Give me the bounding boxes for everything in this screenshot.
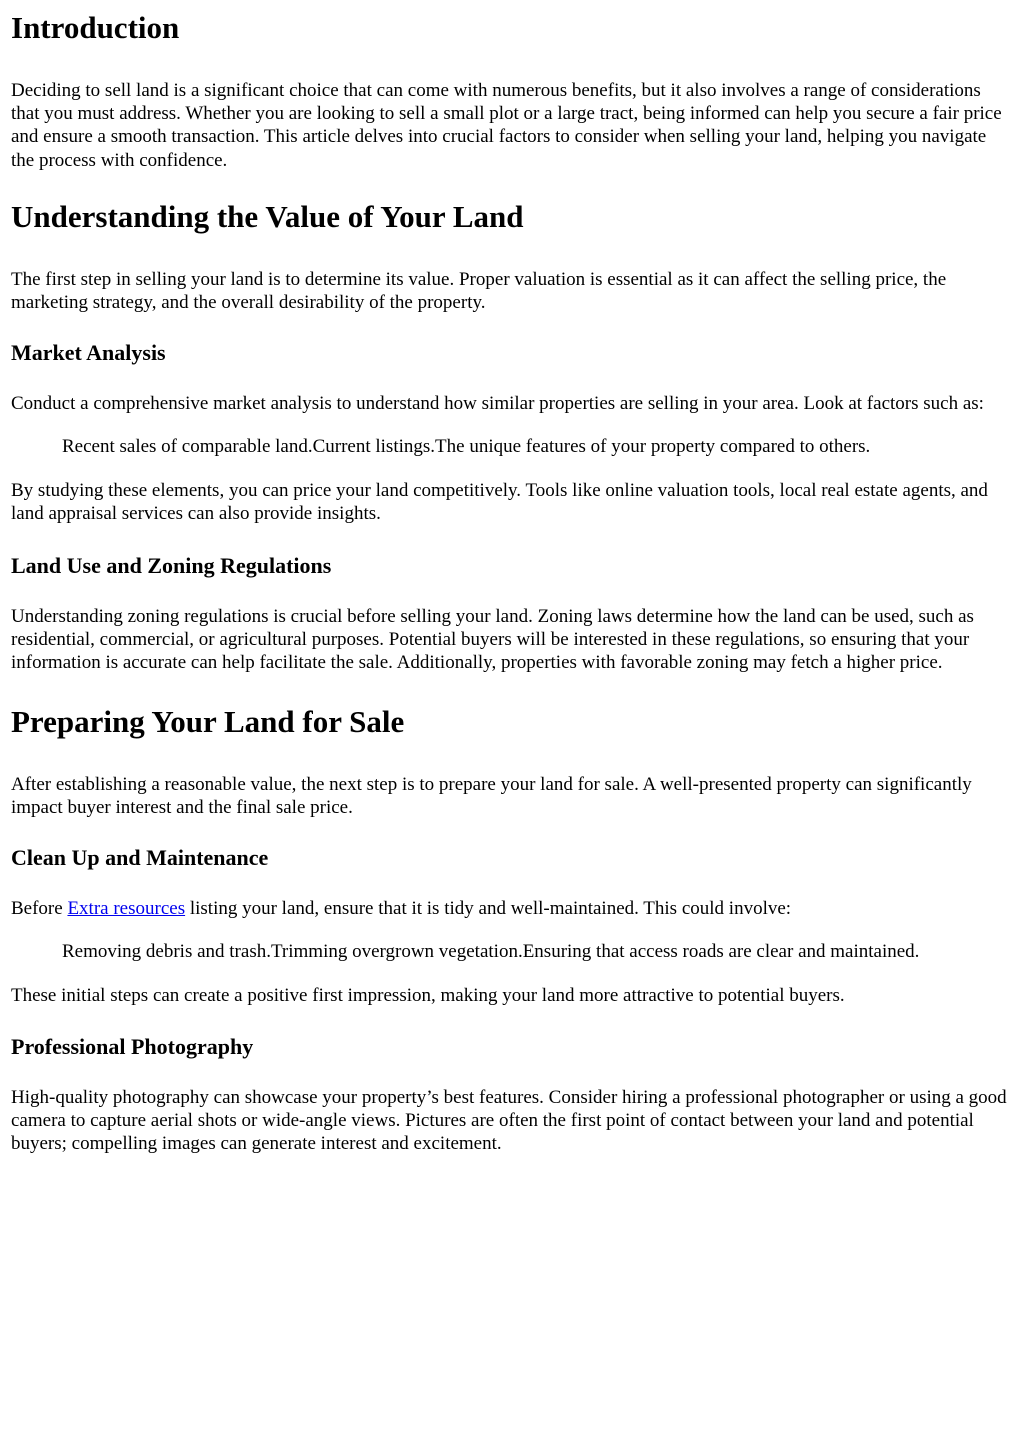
value-paragraph: The first step in selling your land is to determine its value. Proper valuation is essential as it can affect the selling price, the marketing strategy, and the overall desirability of the property. <box>11 268 947 314</box>
intro-paragraph: Deciding to sell land is a significant choice that can come with numerous benefits, but it also involves a range of considerations that you must address. Whether you are looking to sell a small plot or a large tract, being informed can help you secure a fair price and ensure a smooth transaction. This article delves into crucial factors to consider when selling your land, helping you navigate the process with confidence. <box>11 80 1002 171</box>
intro-heading: Introduction <box>11 10 180 45</box>
cleanup-text-before: Before <box>11 898 68 920</box>
cleanup-list: Removing debris and trash.Trimming overgrown vegetation.Ensuring that access roads are clear and maintained. <box>62 941 920 963</box>
market-analysis-list: Recent sales of comparable land.Current listings.The unique features of your property compared to others. <box>62 436 871 458</box>
prepare-heading: Preparing Your Land for Sale <box>11 703 405 739</box>
photography-heading: Professional Photography <box>11 1033 254 1059</box>
cleanup-heading: Clean Up and Maintenance <box>11 845 269 871</box>
prepare-paragraph: After establishing a reasonable value, the next step is to prepare your land for sale. A well-presented property can significantly impact buyer interest and the final sale price. <box>11 773 972 818</box>
photography-paragraph: High-quality photography can showcase your property’s best features. Consider hiring a professional photographer or using a good camera to capture aerial shots or wide-angle views. Pictures are often the first point of contact between your land and potential buyers; compelling images can generate interest and excitement. <box>11 1086 1007 1155</box>
market-analysis-paragraph: Conduct a comprehensive market analysis to understand how similar properties are selling in your area. Look at factors such as: <box>11 393 984 415</box>
zoning-heading: Land Use and Zoning Regulations <box>11 553 332 579</box>
extra-resources-link[interactable]: Extra resources <box>67 898 186 920</box>
cleanup-paragraph <box>11 897 1014 920</box>
cleanup-followup: These initial steps can create a positive first impression, making your land more attractive to potential buyers. <box>11 985 845 1007</box>
value-heading: Understanding the Value of Your Land <box>11 198 524 234</box>
cleanup-text-after: listing your land, ensure that it is tidy and well-maintained. This could involve: <box>185 898 792 920</box>
article <box>0 10 1024 1155</box>
zoning-paragraph: Understanding zoning regulations is crucial before selling your land. Zoning laws determine how the land can be used, such as residential, commercial, or agricultural purposes. Potential buyers will be interested in these regulations, so ensuring that your information is accurate can help facilitate the sale. Additionally, properties with favorable zoning may fetch a higher price. <box>11 606 974 674</box>
market-analysis-heading: Market Analysis <box>11 340 166 366</box>
market-analysis-followup: By studying these elements, you can price your land competitively. Tools like online valuation tools, local real estate agents, and land appraisal services can also provide insights. <box>11 479 988 524</box>
